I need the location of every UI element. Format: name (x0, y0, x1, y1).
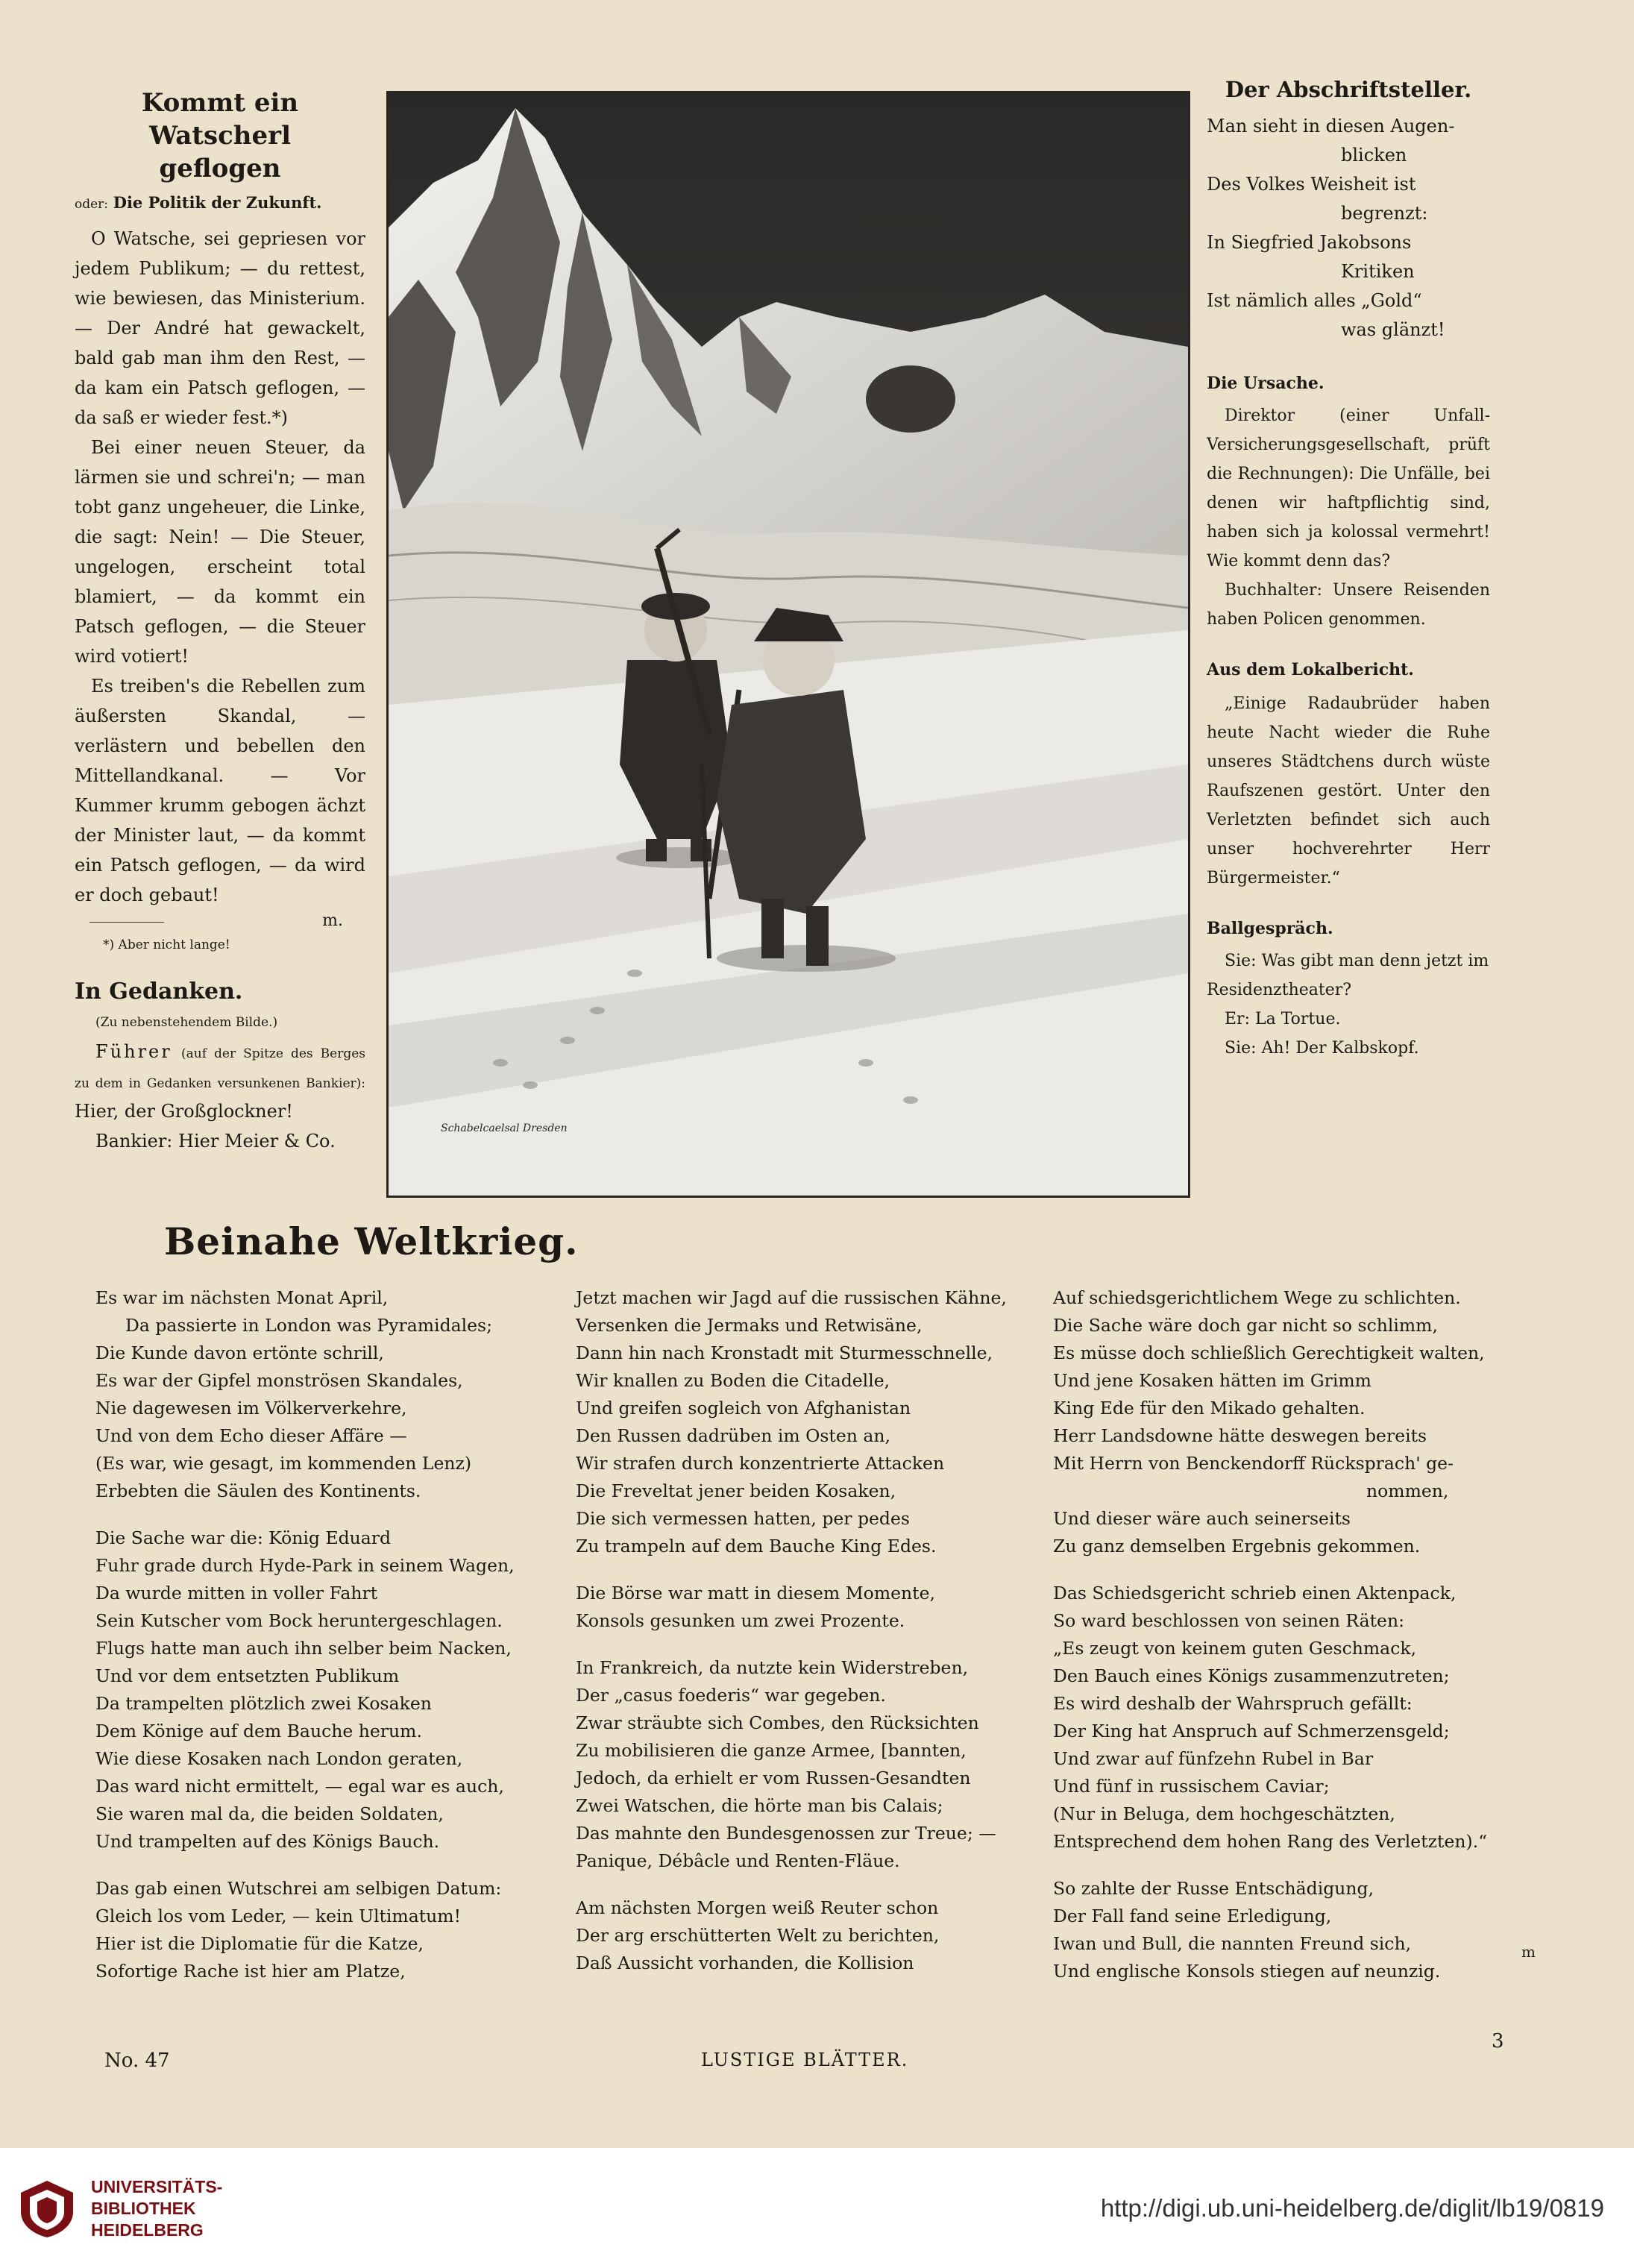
stanza-gap (576, 1560, 1038, 1580)
poem-line: Wie diese Kosaken nach London geraten, (95, 1748, 463, 1769)
poem-line: Nie dagewesen im Völkerverkehre, (95, 1398, 407, 1419)
poem-line: So zahlte der Russe Entschädigung, (1053, 1878, 1374, 1899)
lokal-text: „Einige Radaubrüder haben heute Nacht wieder die Ruhe unseres Städtchens durch wüste Raufszenen gestört. Unter den Verletzten befindet sich auch unser hochverehrter Herr Bürgermeister.“ (1207, 694, 1490, 888)
poem-line: Jetzt machen wir Jagd auf die russischen Kähne, (576, 1287, 1007, 1308)
gedanken-dialog: Führer (auf der Spitze des Berges zu dem in Gedanken versunkenen Bankier): Hier, der Großglockner! (75, 1041, 365, 1122)
source-url-link[interactable]: http://digi.ub.uni-heidelberg.de/diglit/lb19/0819 (1100, 2194, 1604, 2222)
watscherl-paragraph: O Watsche, sei gepriesen vor jedem Publikum; — du rettest, wie bewiesen, das Ministerium. — Der André hat gewackelt, bald gab man ihm den Rest, — da kam ein Patsch geflogen, — da saß er wieder fest.*) (75, 228, 365, 428)
watscherl-title: Kommt ein Watscherl geflogen (141, 88, 299, 183)
poem-line: Es war der Gipfel monströsen Skandales, (95, 1370, 463, 1391)
poem-line: Die Sache wäre doch gar nicht so schlimm, (1053, 1315, 1438, 1336)
poem-line: Hier ist die Diplomatie für die Katze, (95, 1933, 424, 1954)
poem-line: Entsprechend dem hohen Rang des Verletzten).“ (1053, 1831, 1488, 1852)
bankier-line: Bankier: Hier Meier & Co. (95, 1131, 336, 1152)
ball-line: Sie: Was gibt man denn jetzt im Residenztheater? (1207, 952, 1489, 999)
stanza-gap (95, 1856, 543, 1875)
poem-line: Die Börse war matt in diesem Momente, (576, 1583, 935, 1603)
illustration-glacier-climbers (386, 91, 1190, 1198)
weltkrieg-column-3 (1053, 1284, 1538, 1985)
poem-line: Da passierte in London was Pyramidales; (125, 1315, 493, 1336)
poem-line: Am nächsten Morgen weiß Reuter schon (576, 1897, 939, 1918)
poem-line: Kritiken (1341, 261, 1415, 282)
poem-line: Zu trampeln auf dem Bauche King Edes. (576, 1536, 937, 1556)
stanza-gap (1053, 1560, 1538, 1580)
poem-line: Und englische Konsols stiegen auf neunzig. (1053, 1961, 1441, 1982)
ursache-text: Direktor (einer Unfall-Versicherungsgesellschaft, prüft die Rechnungen): Die Unfälle, bei denen wir haftpflichtig sind, haben sich ja kolossal vermehrt! Wie kommt denn das? (1207, 406, 1490, 571)
footnote: *) Aber nicht lange! (103, 937, 230, 952)
poem-line: (Es war, wie gesagt, im kommenden Lenz) (95, 1453, 472, 1474)
poem-line: Die Sache war die: König Eduard (95, 1527, 392, 1548)
poem-line: Und greifen sogleich von Afghanistan (576, 1398, 911, 1419)
poem-line: Das ward nicht ermittelt, — egal war es auch, (95, 1776, 504, 1797)
poem-line: So ward beschlossen von seinen Räten: (1053, 1610, 1404, 1631)
poem-line: Der arg erschütterten Welt zu berichten, (576, 1925, 940, 1946)
poem-line: Sie waren mal da, die beiden Soldaten, (95, 1803, 444, 1824)
gedanken-subtitle: (Zu nebenstehendem Bilde.) (95, 1015, 278, 1030)
poem-line: Erbebten die Säulen des Kontinents. (95, 1480, 421, 1501)
poem-line: Gleich los vom Leder, — kein Ultimatum! (95, 1906, 462, 1926)
poem-line: Den Bauch eines Königs zusammenzutreten; (1053, 1665, 1450, 1686)
poem-line: Wir knallen zu Boden die Citadelle, (576, 1370, 890, 1391)
poem-line: Man sieht in diesen Augen- (1207, 116, 1455, 136)
poem-line: Wir strafen durch konzentrierte Attacken (576, 1453, 945, 1474)
poem-line: Ist nämlich alles „Gold“ (1207, 290, 1422, 311)
magazine-name: LUSTIGE BLÄTTER. (701, 2049, 909, 2070)
poem-line: Und vor dem entsetzten Publikum (95, 1665, 400, 1686)
ursache-reply: Buchhalter: Unsere Reisenden haben Policen genommen. (1207, 581, 1490, 629)
signature-rule (89, 922, 164, 923)
watscherl-subtitle: oder: Die Politik der Zukunft. (75, 193, 322, 212)
library-logo-text: UNIVERSITÄTS- BIBLIOTHEK HEIDELBERG (91, 2177, 223, 2240)
poem-line: was glänzt! (1341, 319, 1445, 340)
lokal-title: Aus dem Lokalbericht. (1207, 660, 1414, 679)
poem-line: Es wird deshalb der Wahrspruch gefällt: (1053, 1693, 1413, 1714)
abschriftsteller-poem (1207, 112, 1490, 345)
poem-line: Das mahnte den Bundesgenossen zur Treue; — (576, 1823, 996, 1844)
illustration-signature: Schabelcaelsal Dresden (441, 1122, 568, 1134)
poem-line: Fuhr grade durch Hyde-Park in seinem Wagen, (95, 1555, 515, 1576)
issue-number: No. 47 (104, 2049, 170, 2072)
page-number: 3 (1492, 2030, 1504, 2052)
university-seal-icon (15, 2176, 79, 2240)
ball-dialog (1207, 946, 1490, 1063)
poem-line: Konsols gesunken um zwei Prozente. (576, 1610, 905, 1631)
poem-line: Und von dem Echo dieser Affäre — (95, 1425, 407, 1446)
ball-line: Sie: Ah! Der Kalbskopf. (1225, 1039, 1419, 1058)
poem-line: Die Kunde davon ertönte schrill, (95, 1342, 384, 1363)
poem-line: Sein Kutscher vom Bock heruntergeschlagen. (95, 1610, 503, 1631)
weltkrieg-column-1 (95, 1284, 543, 1985)
poem-line: Es war im nächsten Monat April, (95, 1287, 389, 1308)
poem-line: Den Russen dadrüben im Osten an, (576, 1425, 891, 1446)
poem-line: Und zwar auf fünfzehn Rubel in Bar (1053, 1748, 1374, 1769)
poem-line: Da trampelten plötzlich zwei Kosaken (95, 1693, 432, 1714)
poem-line: Auf schiedsgerichtlichem Wege zu schlichten. (1053, 1287, 1461, 1308)
poem-line: Zwar sträubte sich Combes, den Rücksichten (576, 1712, 979, 1733)
watscherl-text (75, 224, 365, 910)
ball-title: Ballgespräch. (1207, 919, 1333, 938)
right-column (1207, 75, 1490, 1063)
poem-line: Mit Herrn von Benckendorff Rücksprach' ge- (1053, 1453, 1454, 1474)
poem-line: Versenken die Jermaks und Retwisäne, (576, 1315, 923, 1336)
weltkrieg-column-2 (576, 1284, 1038, 1977)
poem-line: begrenzt: (1341, 203, 1428, 224)
poem-line: Zwei Watschen, die hörte man bis Calais; (576, 1795, 943, 1816)
poem-line: „Es zeugt von keinem guten Geschmack, (1053, 1638, 1417, 1659)
ursache-title: Die Ursache. (1207, 374, 1325, 393)
poem-line: Und trampelten auf des Königs Bauch. (95, 1831, 440, 1852)
stanza-gap (576, 1875, 1038, 1894)
poem-line: Die sich vermessen hatten, per pedes (576, 1508, 910, 1529)
stanza-gap (1053, 1856, 1538, 1875)
poem-line: Zu ganz demselben Ergebnis gekommen. (1053, 1536, 1421, 1556)
left-column (75, 87, 365, 1156)
poem-line: Zu mobilisieren die ganze Armee, [bannten, (576, 1740, 967, 1761)
stanza-gap (576, 1635, 1038, 1654)
poem-line: Die Freveltat jener beiden Kosaken, (576, 1480, 896, 1501)
poem-line: Der Fall fand seine Erledigung, (1053, 1906, 1332, 1926)
poem-line: Das Schiedsgericht schrieb einen Aktenpack, (1053, 1583, 1457, 1603)
weltkrieg-signature: m (1521, 1943, 1536, 1961)
poem-line: Dem Könige auf dem Bauche herum. (95, 1721, 422, 1741)
poem-line: Da wurde mitten in voller Fahrt (95, 1583, 378, 1603)
poem-line: Daß Aussicht vorhanden, die Kollision (576, 1953, 914, 1973)
poem-line: King Ede für den Mikado gehalten. (1053, 1398, 1366, 1419)
illustration-svg (389, 93, 1188, 1196)
poem-line: Panique, Débâcle und Renten-Fläue. (576, 1850, 900, 1871)
gedanken-title: In Gedanken. (75, 978, 243, 1005)
stanza-gap (95, 1505, 543, 1524)
weltkrieg-title: Beinahe Weltkrieg. (164, 1219, 579, 1263)
poem-line: Jedoch, da erhielt er vom Russen-Gesandten (576, 1768, 971, 1788)
watscherl-paragraph: Bei einer neuen Steuer, da lärmen sie und schrei'n; — man tobt ganz ungeheuer, die Linke, die sagt: Nein! — Die Steuer, ungelogen, erscheint total blamiert, — da kommt ein Patsch geflogen, — die Steuer wird votiert! (75, 437, 365, 667)
poem-line: (Nur in Beluga, dem hochgeschätzten, (1053, 1803, 1395, 1824)
poem-line: Der King hat Anspruch auf Schmerzensgeld; (1053, 1721, 1450, 1741)
poem-line: Das gab einen Wutschrei am selbigen Datum: (95, 1878, 502, 1899)
poem-line: Und fünf in russischem Caviar; (1053, 1776, 1330, 1797)
poem-line: Flugs hatte man auch ihn selber beim Nacken, (95, 1638, 512, 1659)
poem-line: Des Volkes Weisheit ist (1207, 174, 1416, 195)
poem-line: Es müsse doch schließlich Gerechtigkeit walten, (1053, 1342, 1485, 1363)
poem-line: Iwan und Bull, die nannten Freund sich, (1053, 1933, 1412, 1954)
poem-line: Der „casus foederis“ war gegeben. (576, 1685, 886, 1706)
poem-line: Und dieser wäre auch seinerseits (1053, 1508, 1351, 1529)
poem-line: Sofortige Rache ist hier am Platze, (95, 1961, 406, 1982)
watscherl-signature-row (75, 911, 365, 934)
poem-line: Dann hin nach Kronstadt mit Sturmesschnelle, (576, 1342, 993, 1363)
watscherl-paragraph: Es treiben's die Rebellen zum äußersten Skandal, — verlästern und bebellen den Mittellandkanal. — Vor Kummer krumm gebogen ächzt der Minister laut, — da kommt ein Patsch geflogen, — da wird er doch gebaut! (75, 676, 365, 905)
watscherl-signature: m. (322, 911, 343, 930)
poem-line: Herr Landsdowne hätte deswegen bereits (1053, 1425, 1427, 1446)
poem-line: In Siegfried Jakobsons (1207, 232, 1412, 253)
poem-line: blicken (1341, 145, 1407, 166)
poem-line: Und jene Kosaken hätten im Grimm (1053, 1370, 1371, 1391)
abschriftsteller-title: Der Abschriftsteller. (1225, 77, 1472, 102)
poem-line: In Frankreich, da nutzte kein Widerstreben, (576, 1657, 969, 1678)
ball-line: Er: La Tortue. (1225, 1010, 1341, 1028)
poem-line: nommen, (1366, 1480, 1449, 1501)
